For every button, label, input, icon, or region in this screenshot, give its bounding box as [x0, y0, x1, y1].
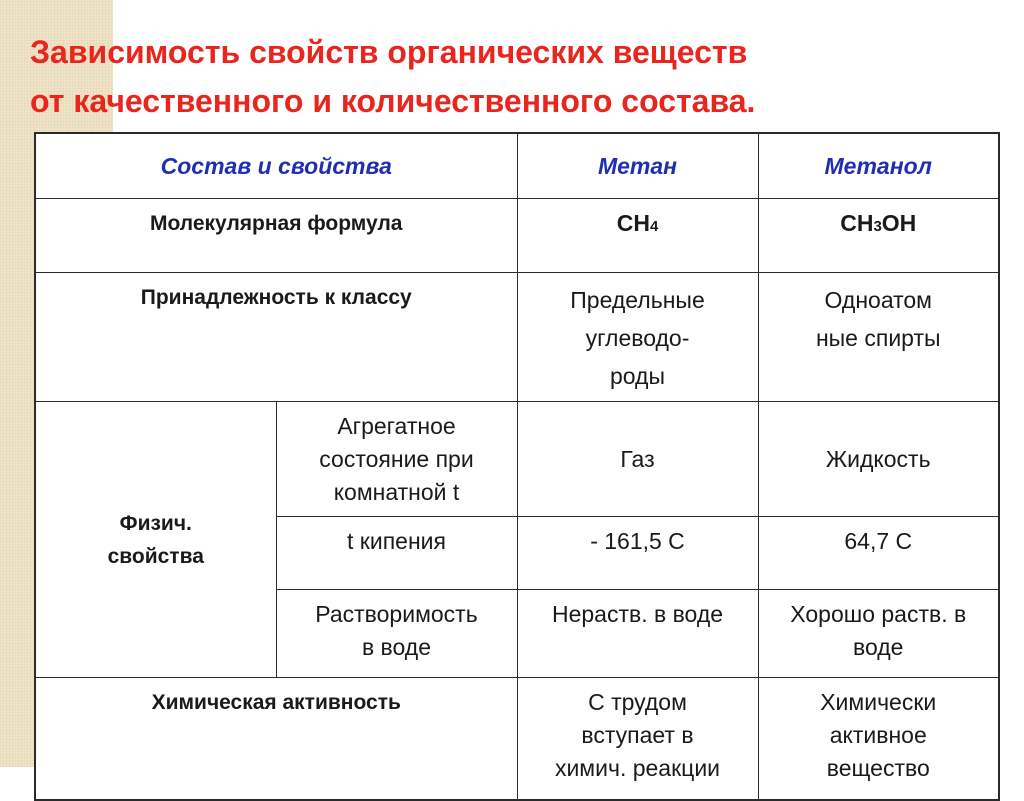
- header-methanol: Метанол: [758, 133, 999, 199]
- physical-label-line-2: свойства: [107, 544, 204, 568]
- chemical-methane-line-1: С трудом: [588, 689, 687, 715]
- formula-methanol-pre: CH: [840, 210, 874, 236]
- boiling-methanol: 64,7 С: [758, 517, 999, 590]
- table-row-class: [35, 273, 999, 402]
- solubility-label-line-2: в воде: [361, 634, 432, 660]
- slide-title-line-2: от качественного и количественного состава.: [30, 83, 756, 119]
- slide-title: [30, 28, 1010, 126]
- header-methane: Метан: [517, 133, 758, 199]
- solubility-label: [276, 590, 517, 678]
- class-methanol-line-1: Одноатом: [824, 287, 932, 313]
- state-label-line-1: Агрегатное: [337, 412, 456, 439]
- table-header-row: [35, 133, 999, 199]
- boiling-methane: - 161,5 С: [517, 517, 758, 590]
- chemical-methane: [517, 678, 758, 801]
- class-label: Принадлежность к классу: [35, 273, 517, 402]
- header-property: Состав и свойства: [35, 133, 517, 199]
- formula-methanol: [758, 199, 999, 273]
- formula-methane-base: CH: [616, 210, 650, 236]
- boiling-label: t кипения: [276, 517, 517, 590]
- state-methanol: Жидкость: [758, 402, 999, 517]
- class-methane: [517, 273, 758, 402]
- table-row-formula: [35, 199, 999, 273]
- class-methanol-line-2: ные спирты: [815, 325, 941, 351]
- chemical-methanol-line-3: вещество: [826, 755, 930, 781]
- formula-methane: [517, 199, 758, 273]
- solubility-label-line-1: Растворимость: [315, 601, 478, 627]
- class-methane-line-3: роды: [609, 363, 666, 389]
- slide-title-line-1: Зависимость свойств органических веществ: [30, 34, 748, 70]
- chemical-label: Химическая активность: [35, 678, 517, 801]
- formula-methanol-post: OH: [881, 210, 917, 236]
- physical-label: [35, 402, 276, 678]
- physical-label-line-1: Физич.: [119, 511, 192, 535]
- class-methane-line-1: Предельные: [570, 287, 705, 313]
- state-label-line-3: комнатной t: [333, 478, 460, 505]
- chemical-methanol: [758, 678, 999, 801]
- state-label: [276, 402, 517, 517]
- table-row-chemical: [35, 678, 999, 801]
- formula-methane-sub: 4: [649, 218, 659, 235]
- chemical-methane-line-2: вступает в: [581, 722, 694, 748]
- properties-table: [34, 132, 1000, 801]
- chemical-methanol-line-1: Химически: [820, 689, 937, 715]
- class-methane-line-2: углеводо-: [585, 325, 690, 351]
- formula-methanol-sub: 3: [873, 218, 882, 235]
- class-methanol: [758, 273, 999, 402]
- chemical-methane-line-3: химич. реакции: [554, 755, 721, 781]
- state-methane: Газ: [517, 402, 758, 517]
- table-row-state: [35, 402, 999, 517]
- solubility-methanol-line-1: Хорошо раств. в: [790, 601, 967, 627]
- state-label-line-2: состояние при: [319, 445, 474, 472]
- formula-label: Молекулярная формула: [35, 199, 517, 273]
- chemical-methanol-line-2: активное: [829, 722, 927, 748]
- solubility-methanol-line-2: воде: [853, 634, 904, 660]
- solubility-methane: Нераств. в воде: [517, 590, 758, 678]
- solubility-methanol: [758, 590, 999, 678]
